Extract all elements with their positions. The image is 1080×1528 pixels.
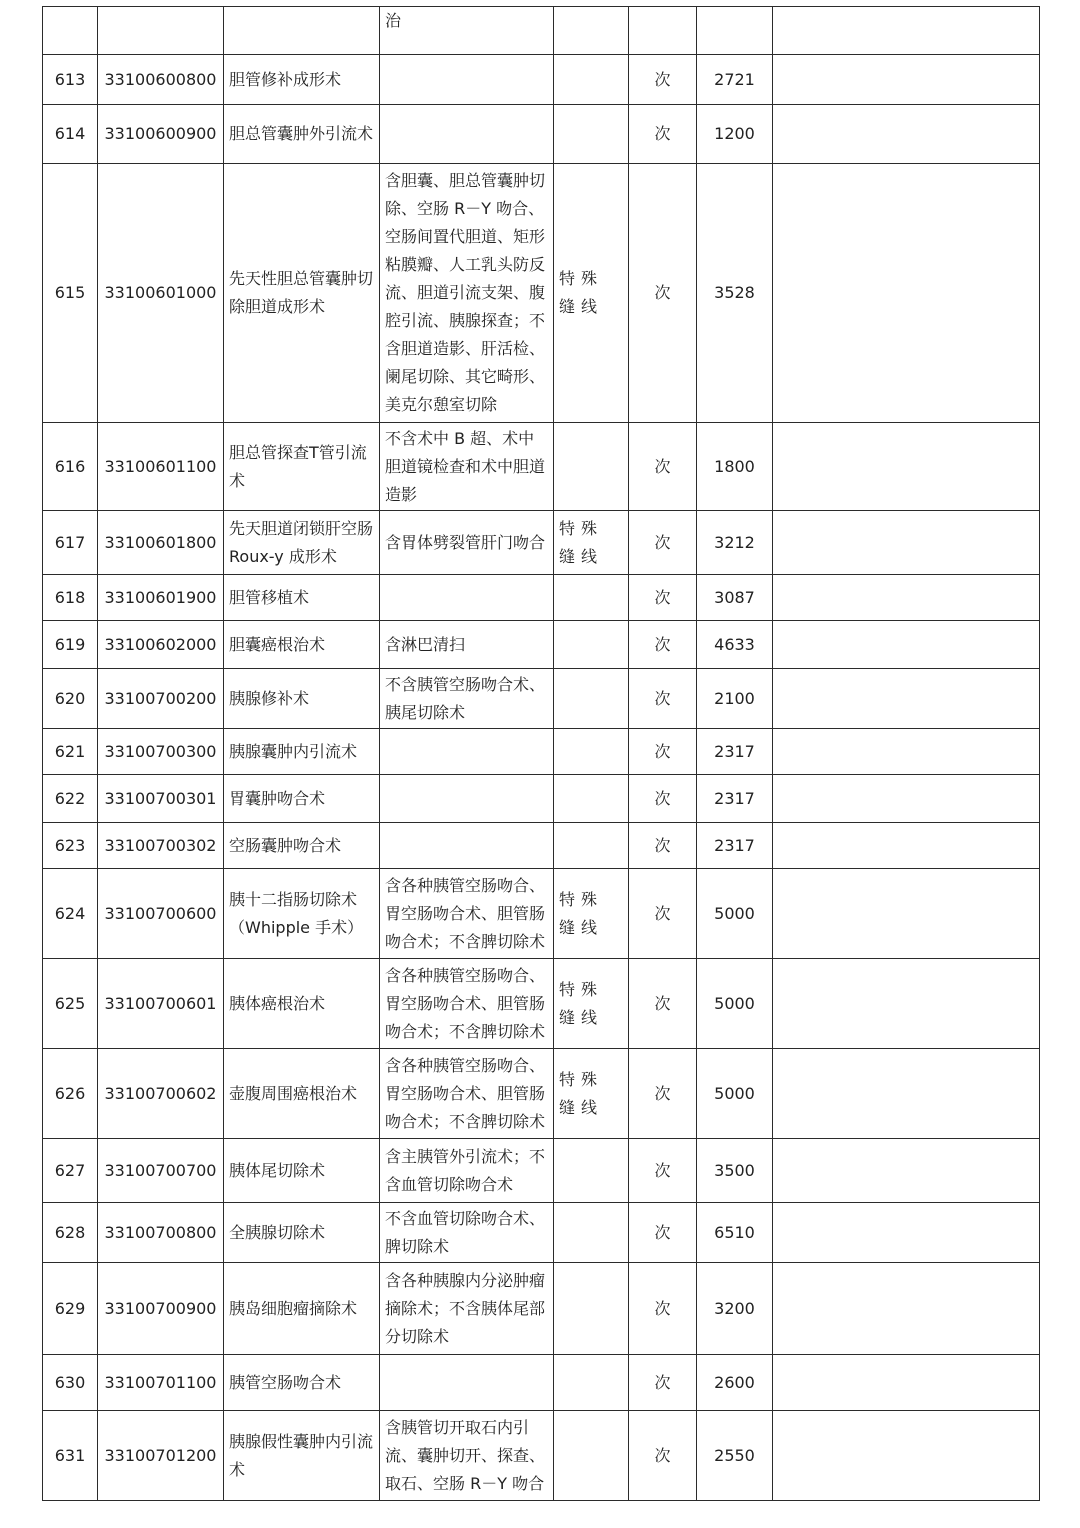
cell-unit: 次 (629, 55, 697, 105)
cell-name: 胰腺囊肿内引流术 (224, 729, 380, 775)
cell-num: 631 (43, 1411, 98, 1501)
cell-name: 空肠囊肿吻合术 (224, 823, 380, 869)
cell-num: 626 (43, 1049, 98, 1139)
cell-unit: 次 (629, 105, 697, 164)
cell-excl (554, 775, 629, 823)
cell-name (224, 7, 380, 55)
table-row (43, 823, 1040, 869)
cell-content: 含胃体劈裂管肝门吻合 (380, 511, 554, 575)
cell-price: 2317 (697, 775, 773, 823)
cell-excl: 特殊缝线 (554, 511, 629, 575)
table-row (43, 55, 1040, 105)
cell-excl: 特殊缝线 (554, 869, 629, 959)
cell-content (380, 1355, 554, 1411)
cell-content: 不含胰管空肠吻合术、胰尾切除术 (380, 669, 554, 729)
cell-unit: 次 (629, 1139, 697, 1203)
cell-excl (554, 55, 629, 105)
cell-code: 33100700302 (98, 823, 224, 869)
cell-num: 613 (43, 55, 98, 105)
cell-content (380, 105, 554, 164)
table-row (43, 1263, 1040, 1355)
cell-content (380, 823, 554, 869)
cell-note (773, 511, 1040, 575)
cell-code: 33100700602 (98, 1049, 224, 1139)
cell-excl (554, 1203, 629, 1263)
cell-name: 胆囊癌根治术 (224, 621, 380, 669)
cell-num: 625 (43, 959, 98, 1049)
cell-content: 含淋巴清扫 (380, 621, 554, 669)
cell-price: 2550 (697, 1411, 773, 1501)
cell-content: 治 (380, 7, 554, 55)
cell-price: 2721 (697, 55, 773, 105)
cell-unit: 次 (629, 423, 697, 511)
fee-table (42, 6, 1040, 1501)
cell-price (697, 7, 773, 55)
table-row (43, 869, 1040, 959)
cell-note (773, 1203, 1040, 1263)
cell-content: 含各种胰腺内分泌肿瘤摘除术；不含胰体尾部分切除术 (380, 1263, 554, 1355)
table-row (43, 7, 1040, 55)
table-row (43, 775, 1040, 823)
cell-note (773, 1355, 1040, 1411)
cell-note (773, 729, 1040, 775)
table-row (43, 621, 1040, 669)
cell-content: 含主胰管外引流术；不含血管切除吻合术 (380, 1139, 554, 1203)
cell-unit: 次 (629, 869, 697, 959)
table-row (43, 1355, 1040, 1411)
cell-unit: 次 (629, 1203, 697, 1263)
cell-excl: 特殊缝线 (554, 1049, 629, 1139)
cell-num (43, 7, 98, 55)
cell-unit: 次 (629, 621, 697, 669)
cell-excl (554, 423, 629, 511)
cell-excl (554, 1411, 629, 1501)
cell-num: 621 (43, 729, 98, 775)
cell-name: 胰管空肠吻合术 (224, 1355, 380, 1411)
table-row (43, 959, 1040, 1049)
cell-note (773, 823, 1040, 869)
cell-code: 33100700900 (98, 1263, 224, 1355)
cell-code: 33100701200 (98, 1411, 224, 1501)
cell-note (773, 775, 1040, 823)
cell-name: 先天胆道闭锁肝空肠 Roux-y 成形术 (224, 511, 380, 575)
cell-code: 33100700601 (98, 959, 224, 1049)
cell-price: 3087 (697, 575, 773, 621)
cell-note (773, 423, 1040, 511)
cell-unit: 次 (629, 823, 697, 869)
cell-name: 胰腺修补术 (224, 669, 380, 729)
cell-note (773, 1139, 1040, 1203)
cell-unit: 次 (629, 959, 697, 1049)
table-row (43, 105, 1040, 164)
cell-num: 616 (43, 423, 98, 511)
table-row (43, 669, 1040, 729)
cell-name: 胰岛细胞瘤摘除术 (224, 1263, 380, 1355)
cell-unit: 次 (629, 511, 697, 575)
table-row (43, 1139, 1040, 1203)
cell-code (98, 7, 224, 55)
cell-note (773, 164, 1040, 423)
cell-code: 33100600900 (98, 105, 224, 164)
cell-num: 622 (43, 775, 98, 823)
cell-note (773, 1049, 1040, 1139)
cell-content: 含各种胰管空肠吻合、胃空肠吻合术、胆管肠吻合术；不含脾切除术 (380, 1049, 554, 1139)
cell-name: 壶腹周围癌根治术 (224, 1049, 380, 1139)
cell-excl (554, 105, 629, 164)
cell-price: 3500 (697, 1139, 773, 1203)
table-row (43, 1411, 1040, 1501)
cell-num: 617 (43, 511, 98, 575)
cell-num: 629 (43, 1263, 98, 1355)
cell-num: 630 (43, 1355, 98, 1411)
cell-note (773, 1411, 1040, 1501)
cell-name: 胆总管探查T管引流术 (224, 423, 380, 511)
cell-num: 618 (43, 575, 98, 621)
cell-content (380, 575, 554, 621)
cell-name: 胰十二指肠切除术（Whipple 手术） (224, 869, 380, 959)
cell-name: 全胰腺切除术 (224, 1203, 380, 1263)
cell-excl (554, 1355, 629, 1411)
cell-code: 33100700700 (98, 1139, 224, 1203)
cell-content: 含胆囊、胆总管囊肿切除、空肠 R－Y 吻合、空肠间置代胆道、矩形粘膜瓣、人工乳头防反流、胆道引流支架、腹腔引流、胰腺探查；不含胆道造影、肝活检、阑尾切除、其它畸形、美克尔憩室切除 (380, 164, 554, 423)
cell-note (773, 7, 1040, 55)
cell-content: 不含血管切除吻合术、脾切除术 (380, 1203, 554, 1263)
cell-note (773, 669, 1040, 729)
cell-num: 623 (43, 823, 98, 869)
cell-excl (554, 621, 629, 669)
cell-num: 624 (43, 869, 98, 959)
cell-price: 2317 (697, 823, 773, 869)
cell-num: 619 (43, 621, 98, 669)
cell-code: 33100600800 (98, 55, 224, 105)
table-row (43, 1049, 1040, 1139)
cell-code: 33100700301 (98, 775, 224, 823)
table-row (43, 729, 1040, 775)
table-row (43, 423, 1040, 511)
cell-name: 胆管移植术 (224, 575, 380, 621)
cell-name: 先天性胆总管囊肿切除胆道成形术 (224, 164, 380, 423)
cell-unit: 次 (629, 164, 697, 423)
cell-code: 33100700600 (98, 869, 224, 959)
cell-excl (554, 1139, 629, 1203)
cell-num: 628 (43, 1203, 98, 1263)
cell-code: 33100602000 (98, 621, 224, 669)
cell-code: 33100701100 (98, 1355, 224, 1411)
cell-note (773, 1263, 1040, 1355)
cell-content (380, 729, 554, 775)
cell-name: 胃囊肿吻合术 (224, 775, 380, 823)
cell-name: 胰腺假性囊肿内引流术 (224, 1411, 380, 1501)
cell-price: 3212 (697, 511, 773, 575)
cell-price: 1200 (697, 105, 773, 164)
cell-name: 胰体癌根治术 (224, 959, 380, 1049)
cell-content: 含各种胰管空肠吻合、胃空肠吻合术、胆管肠吻合术；不含脾切除术 (380, 959, 554, 1049)
cell-unit: 次 (629, 775, 697, 823)
cell-num: 614 (43, 105, 98, 164)
cell-code: 33100700300 (98, 729, 224, 775)
table-row (43, 1203, 1040, 1263)
cell-num: 620 (43, 669, 98, 729)
cell-unit: 次 (629, 729, 697, 775)
cell-content (380, 55, 554, 105)
cell-excl: 特殊缝线 (554, 164, 629, 423)
table-row (43, 575, 1040, 621)
cell-price: 1800 (697, 423, 773, 511)
cell-code: 33100601100 (98, 423, 224, 511)
cell-name: 胆总管囊肿外引流术 (224, 105, 380, 164)
cell-price: 5000 (697, 869, 773, 959)
cell-code: 33100601900 (98, 575, 224, 621)
cell-unit (629, 7, 697, 55)
cell-code: 33100601000 (98, 164, 224, 423)
cell-price: 5000 (697, 959, 773, 1049)
cell-content: 含各种胰管空肠吻合、胃空肠吻合术、胆管肠吻合术；不含脾切除术 (380, 869, 554, 959)
cell-price: 2317 (697, 729, 773, 775)
cell-code: 33100700200 (98, 669, 224, 729)
cell-excl (554, 823, 629, 869)
cell-price: 5000 (697, 1049, 773, 1139)
cell-content: 不含术中 B 超、术中胆道镜检查和术中胆道造影 (380, 423, 554, 511)
cell-note (773, 55, 1040, 105)
cell-note (773, 575, 1040, 621)
cell-content (380, 775, 554, 823)
cell-note (773, 869, 1040, 959)
cell-note (773, 621, 1040, 669)
cell-price: 3528 (697, 164, 773, 423)
cell-num: 615 (43, 164, 98, 423)
cell-note (773, 105, 1040, 164)
cell-excl (554, 669, 629, 729)
table-row (43, 164, 1040, 423)
cell-price: 4633 (697, 621, 773, 669)
cell-unit: 次 (629, 1049, 697, 1139)
cell-excl (554, 575, 629, 621)
cell-excl (554, 7, 629, 55)
cell-excl (554, 729, 629, 775)
cell-code: 33100601800 (98, 511, 224, 575)
cell-code: 33100700800 (98, 1203, 224, 1263)
cell-num: 627 (43, 1139, 98, 1203)
cell-name: 胆管修补成形术 (224, 55, 380, 105)
cell-price: 2600 (697, 1355, 773, 1411)
cell-unit: 次 (629, 575, 697, 621)
cell-price: 2100 (697, 669, 773, 729)
cell-price: 3200 (697, 1263, 773, 1355)
cell-excl (554, 1263, 629, 1355)
table-row (43, 511, 1040, 575)
cell-note (773, 959, 1040, 1049)
cell-unit: 次 (629, 1355, 697, 1411)
cell-name: 胰体尾切除术 (224, 1139, 380, 1203)
cell-unit: 次 (629, 1263, 697, 1355)
cell-unit: 次 (629, 669, 697, 729)
cell-unit: 次 (629, 1411, 697, 1501)
cell-excl: 特殊缝线 (554, 959, 629, 1049)
cell-price: 6510 (697, 1203, 773, 1263)
cell-content: 含胰管切开取石内引流、囊肿切开、探查、取石、空肠 R－Y 吻合 (380, 1411, 554, 1501)
